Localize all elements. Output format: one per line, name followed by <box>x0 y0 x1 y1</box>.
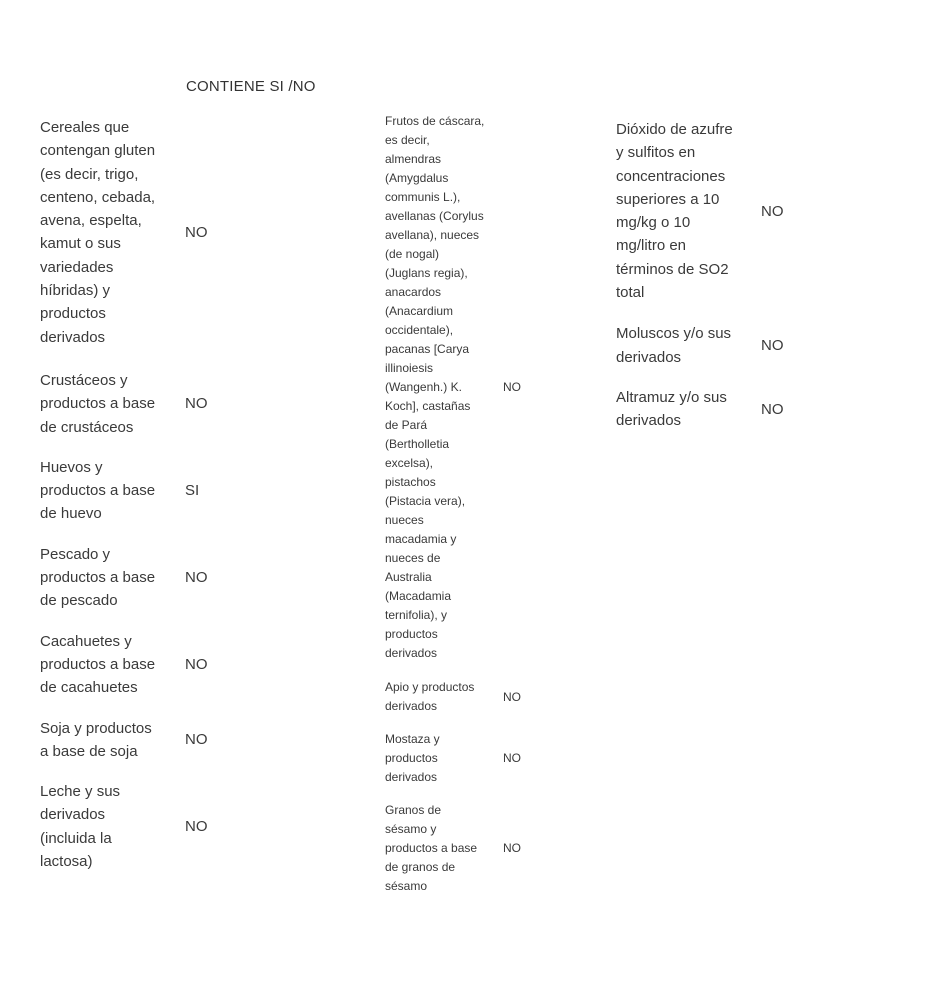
allergen-row <box>616 322 816 369</box>
allergen-name: Cereales que contengan gluten (es decir, trigo, centeno, cebada, avena, espelta, kamut o sus variedades híbridas) y productos derivados <box>40 119 156 346</box>
allergen-column-1 <box>40 116 240 873</box>
allergen-row <box>40 369 240 439</box>
table-header: CONTIENE SI /NO <box>186 78 316 95</box>
allergen-row <box>40 630 240 700</box>
allergen-row <box>40 543 240 613</box>
allergen-value: NO <box>761 337 784 355</box>
allergen-name: Pescado y productos a base de pescado <box>40 545 156 610</box>
allergen-column-3 <box>616 118 816 433</box>
allergen-value: NO <box>185 655 208 673</box>
allergen-row <box>385 678 555 716</box>
allergen-name: Crustáceos y productos a base de crustáceos <box>40 371 156 436</box>
allergen-value: NO <box>503 751 521 765</box>
allergen-value: NO <box>185 731 208 749</box>
allergen-value: NO <box>503 689 521 704</box>
allergen-value: SI <box>185 482 200 500</box>
allergen-name: Mostaza y productos derivados <box>385 732 440 784</box>
allergen-name: Altramuz y/o sus derivados <box>616 388 727 430</box>
allergen-row <box>385 730 555 787</box>
allergen-row <box>40 456 240 526</box>
allergen-name: Moluscos y/o sus derivados <box>616 325 732 366</box>
allergen-name: Soja y productos a base de soja <box>40 719 152 760</box>
allergen-value: NO <box>185 223 208 241</box>
allergen-name: Leche y sus derivados (incluida la lactosa) <box>40 783 121 871</box>
allergen-name: Dióxido de azufre y sulfitos en concentraciones superiores a 10 mg/kg o 10 mg/litro en términos de SO2 total <box>616 121 733 302</box>
allergen-row <box>385 801 555 896</box>
allergen-value: NO <box>185 395 208 413</box>
allergen-value: NO <box>503 841 521 855</box>
allergen-name: Frutos de cáscara, es decir, almendras (Amygdalus communis L.), avellanas (Corylus avellana), nueces (de nogal) (Juglans regia), anacardos (Anacardium occidentale), pacanas [Carya illinoiesis (Wangenh.) K. Koch], castañas de Pará (Bertholletia excelsa), pistachos (Pistacia vera), nueces macadamia y nueces de Australia (Macadamia ternifolia), y productos derivados <box>385 114 485 660</box>
allergen-column-2 <box>385 112 555 896</box>
allergen-value: NO <box>185 569 208 587</box>
allergen-name: Huevos y productos a base de huevo <box>40 458 156 523</box>
allergen-name: Apio y productos derivados <box>385 680 475 713</box>
allergen-value: NO <box>185 818 208 836</box>
allergen-row <box>616 386 816 433</box>
allergen-row <box>40 116 240 349</box>
allergen-row <box>40 780 240 873</box>
allergen-value: NO <box>503 380 521 394</box>
allergen-name: Granos de sésamo y productos a base de granos de sésamo <box>385 803 478 893</box>
allergen-name: Cacahuetes y productos a base de cacahuetes <box>40 632 156 697</box>
allergen-row <box>385 112 555 663</box>
allergen-value: NO <box>761 400 784 418</box>
allergen-row <box>40 717 240 764</box>
allergen-value: NO <box>761 202 784 220</box>
allergen-row <box>616 118 816 304</box>
